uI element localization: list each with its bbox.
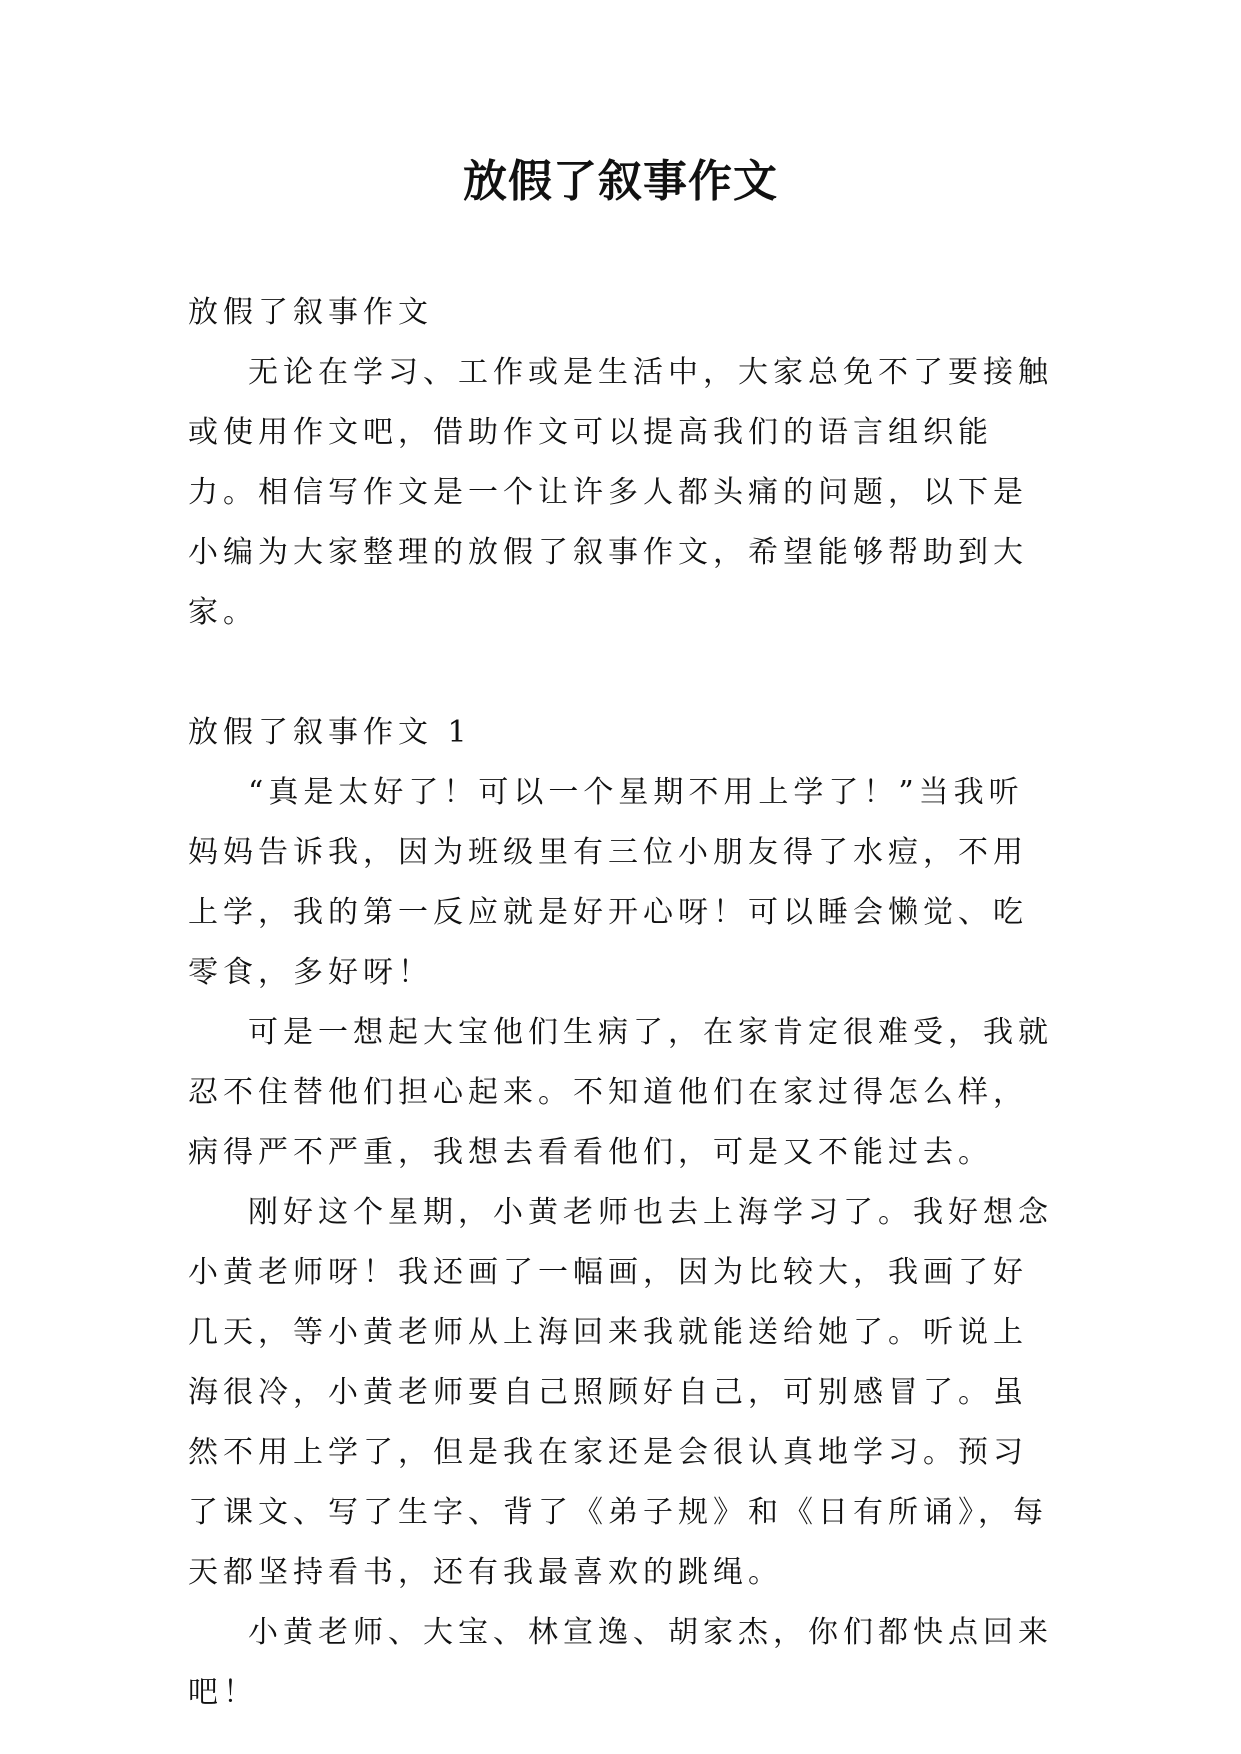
section1-heading: 放假了叙事作文 1 [188, 715, 472, 750]
intro-heading: 放假了叙事作文 [188, 295, 433, 330]
document-title: 放假了叙事作文 [463, 156, 778, 207]
section1-paragraph-1: “真是太好了！可以一个星期不用上学了！”当我听妈妈告诉我，因为班级里有三位小朋友得了水痘，不用上学，我的第一反应就是好开心呀！可以睡会懒觉、吃零食，多好呀！ [188, 775, 1028, 990]
intro-paragraph: 无论在学习、工作或是生活中，大家总免不了要接触或使用作文吧，借助作文可以提高我们的语言组织能力。相信写作文是一个让许多人都头痛的问题，以下是小编为大家整理的放假了叙事作文，希望能够帮助到大家。 [188, 355, 1053, 630]
section1-paragraph-4: 小黄老师、大宝、林宣逸、胡家杰，你们都快点回来吧！ [188, 1615, 1053, 1710]
section1-paragraph-3: 刚好这个星期，小黄老师也去上海学习了。我好想念小黄老师呀！我还画了一幅画，因为比较大，我画了好几天，等小黄老师从上海回来我就能送给她了。听说上海很冷，小黄老师要自己照顾好自己，可别感冒了。虽然不用上学了，但是我在家还是会很认真地学习。预习了课文、写了生字、背了《弟子规》和《日有所诵》，每天都坚持看书，还有我最喜欢的跳绳。 [188, 1195, 1053, 1590]
section-spacer [188, 643, 1054, 703]
document-body [188, 283, 1054, 1723]
section1-paragraph-2: 可是一想起大宝他们生病了，在家肯定很难受，我就忍不住替他们担心起来。不知道他们在家过得怎么样，病得严不严重，我想去看看他们，可是又不能过去。 [188, 1015, 1053, 1170]
